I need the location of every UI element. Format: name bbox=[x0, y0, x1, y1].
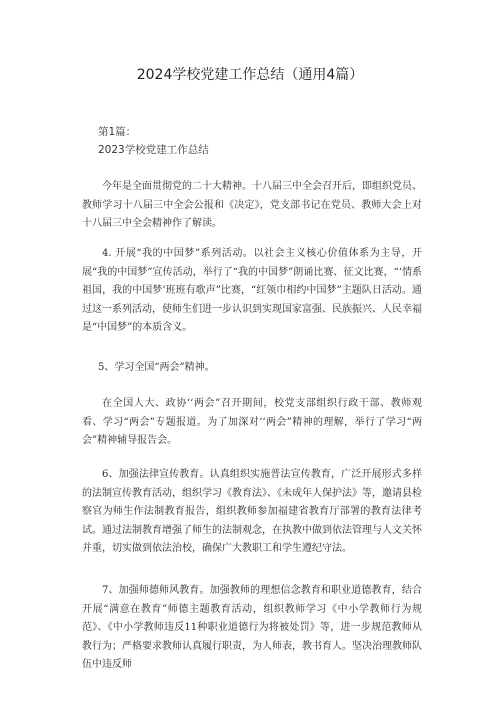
paragraph-item-5: 在全国人大、政协‘‘两会”召开期间，校党支部组织行政干部、教师观看、学习“两会”专题报道。为了加深对‘‘两会”精神的理解，举行了学习“两会”精神辅导报告会。 bbox=[82, 398, 422, 446]
paragraph-item-6: 6、加强法律宣传教育。认真组织实施普法宣传教育，广泛开展形式多样的法制宣传教育活动，组织学习《教育法》、《未成年人保护法》等，邀请县检察官为师生作法制教育报告，组织教师参加福建省教育厅部署的教育法律考试。通过法制教育增强了师生的法制观念，在执教中做到依法管理与人文关怀并重，切实做到依法治校，确保广大教职工和学生遵纪守法。 bbox=[82, 469, 422, 554]
document-title: 2024学校党建工作总结（通用4篇） bbox=[136, 67, 364, 83]
paragraph-item-7: 7、加强师德师风教育。加强教师的理想信念教育和职业道德教育，结合开展“满意在教育”师德主题教育活动，组织教师学习《中小学教师行为规范》、《中小学教师违反11种职业道德行为将被处罚》等，进一步规范教师从教行为；严格要求教师认真履行职责，为人师表，教书育人。坚决治理教师队伍中违反师 bbox=[82, 585, 422, 670]
part-label: 第1篇： bbox=[98, 126, 137, 138]
paragraph-intro: 今年是全面贯彻党的二十大精神。十八届三中全会召开后，即组织党员、教师学习十八届三中全会公报和《决定》，党支部书记在党员、教师大会上对十八届三中全会精神作了解读。 bbox=[82, 181, 422, 229]
document-subtitle: 2023学校党建工作总结 bbox=[98, 144, 209, 156]
paragraph-item-4: 4. 开展“我的中国梦”系列活动。以社会主义核心价值体系为主导，开展“我的中国梦”宣传活动，举行了“我的中国梦”朗诵比赛、征文比赛，“‘情系祖国，我的中国梦’班班有歌声”比赛，“红领巾相约中国梦”主题队日活动。通过这一系列活动，使师生们进一步认识到实现国家富强、民族振兴、人民幸福是“中国梦”的本质含义。 bbox=[82, 248, 422, 333]
heading-item-5: 5、学习全国“两会”精神。 bbox=[98, 362, 215, 373]
